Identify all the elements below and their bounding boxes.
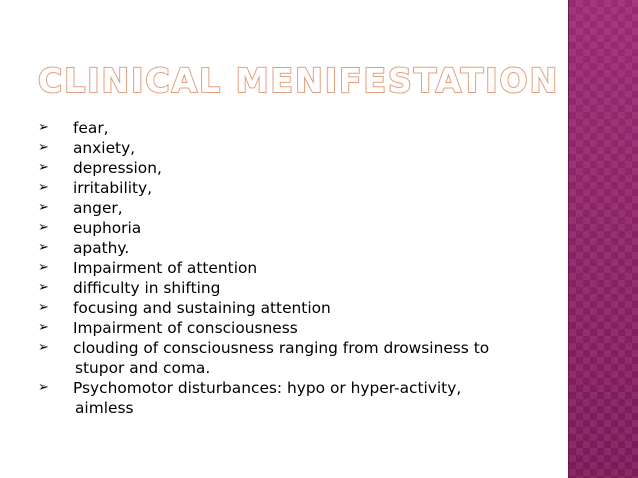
arrow-bullet-icon: ➢ [38, 320, 49, 335]
arrow-bullet-icon: ➢ [38, 260, 49, 275]
bullet-text: anxiety, [73, 139, 136, 157]
bullet-text: fear, [73, 119, 109, 137]
list-item [38, 198, 558, 218]
bullet-text: clouding of consciousness ranging from drowsiness to [73, 339, 490, 357]
bullet-text-continued: aimless [75, 399, 134, 417]
arrow-bullet-icon: ➢ [38, 200, 49, 215]
list-item [38, 378, 558, 418]
arrow-bullet-icon: ➢ [38, 240, 49, 255]
list-item [38, 258, 558, 278]
bullet-text: irritability, [73, 179, 153, 197]
bullet-text: Psychomotor disturbances: hypo or hyper-activity, [73, 379, 462, 397]
list-item [38, 178, 558, 198]
bullet-text: apathy. [73, 239, 130, 257]
bullet-text: depression, [73, 159, 162, 177]
arrow-bullet-icon: ➢ [38, 220, 49, 235]
arrow-bullet-icon: ➢ [38, 180, 49, 195]
list-item [38, 218, 558, 238]
bullet-text: focusing and sustaining attention [73, 299, 331, 317]
arrow-bullet-icon: ➢ [38, 340, 49, 355]
list-item [38, 338, 558, 378]
list-item [38, 298, 558, 318]
bullet-text: anger, [73, 199, 123, 217]
list-item [38, 278, 558, 298]
bullet-text: Impairment of attention [73, 259, 258, 277]
bullet-text: difficulty in shifting [73, 279, 221, 297]
list-item [38, 118, 558, 138]
bullet-text: Impairment of consciousness [73, 319, 298, 337]
list-item [38, 238, 558, 258]
bullet-text: euphoria [73, 219, 142, 237]
arrow-bullet-icon: ➢ [38, 120, 49, 135]
list-item [38, 158, 558, 178]
arrow-bullet-icon: ➢ [38, 280, 49, 295]
arrow-bullet-icon: ➢ [38, 160, 49, 175]
decorative-sidebar [568, 0, 638, 478]
list-item [38, 318, 558, 338]
arrow-bullet-icon: ➢ [38, 300, 49, 315]
arrow-bullet-icon: ➢ [38, 380, 49, 395]
bullet-text-continued: stupor and coma. [75, 359, 211, 377]
slide-title: CLINICAL MENIFESTATION [38, 61, 560, 100]
list-item [38, 138, 558, 158]
arrow-bullet-icon: ➢ [38, 140, 49, 155]
bullet-list [38, 118, 558, 418]
